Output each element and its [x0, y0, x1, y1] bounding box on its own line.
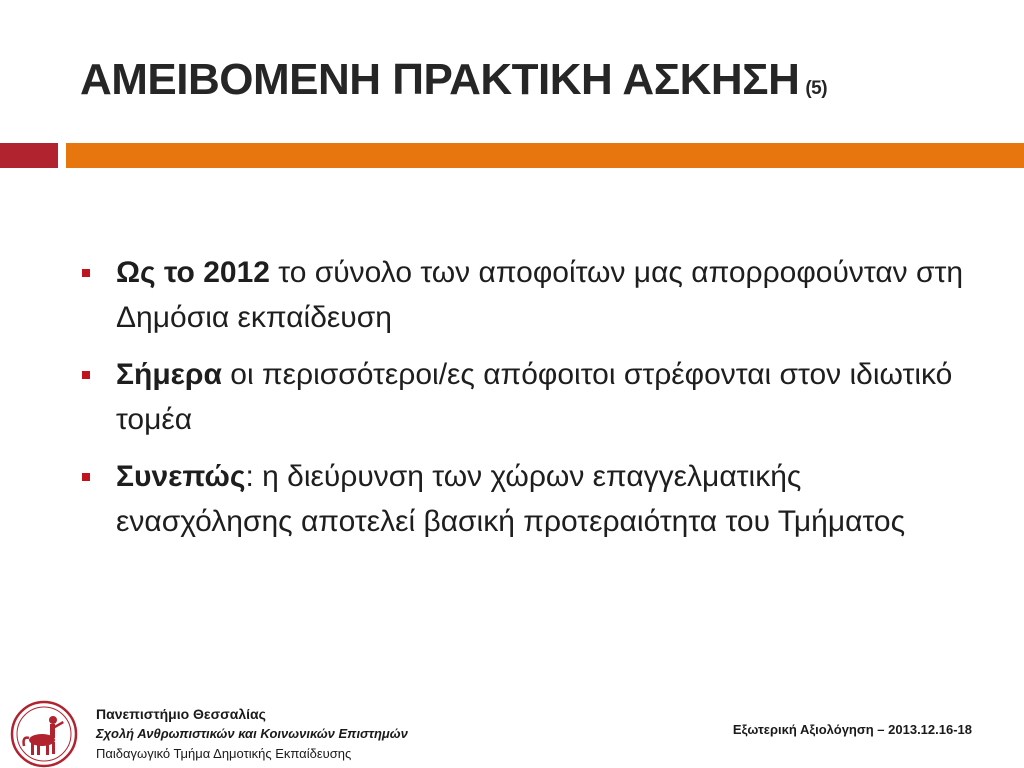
bullet-item: [80, 454, 980, 544]
bullet-marker-icon: [82, 473, 90, 481]
bullet-bold-lead: Σήμερα: [116, 358, 222, 391]
bullet-bold-lead: Συνεπώς: [116, 460, 246, 493]
footer-evaluation: Εξωτερική Αξιολόγηση – 2013.12.16-18: [732, 722, 972, 737]
bullet-bold-lead: Ως το 2012: [116, 256, 270, 289]
centaur-seal-icon: [10, 700, 78, 768]
bullet-text: οι περισσότεροι/ες απόφοιτοι στρέφονται στον ιδιωτικό τομέα: [116, 358, 953, 436]
title-accent-bar-orange: [66, 143, 1024, 168]
bullet-list: [80, 250, 980, 556]
bullet-text: το σύνολο των αποφοίτων μας απορροφούνταν στη Δημόσια εκπαίδευση: [116, 256, 964, 334]
bullet-text: : η διεύρυνση των χώρων επαγγελματικής ενασχόλησης αποτελεί βασική προτεραιότητα του Τμήματος: [116, 460, 906, 538]
bullet-marker-icon: [82, 371, 90, 379]
footer-school: Σχολή Ανθρωπιστικών και Κοινωνικών Επιστημών: [96, 726, 408, 741]
footer-department: Παιδαγωγικό Τμήμα Δημοτικής Εκπαίδευσης: [96, 746, 352, 761]
slide-title-suffix: (5): [805, 78, 828, 99]
title-accent-bar-red: [0, 143, 58, 168]
slide-title: [80, 55, 827, 105]
slide-title-text: ΑΜΕΙΒΟΜΕΝΗ ΠΡΑΚΤΙΚΗ ΑΣΚΗΣΗ: [80, 55, 800, 104]
bullet-item: [80, 250, 980, 340]
bullet-marker-icon: [82, 269, 90, 277]
footer-institution: [96, 704, 408, 764]
footer-university: Πανεπιστήμιο Θεσσαλίας: [96, 706, 266, 722]
bullet-item: [80, 352, 980, 442]
